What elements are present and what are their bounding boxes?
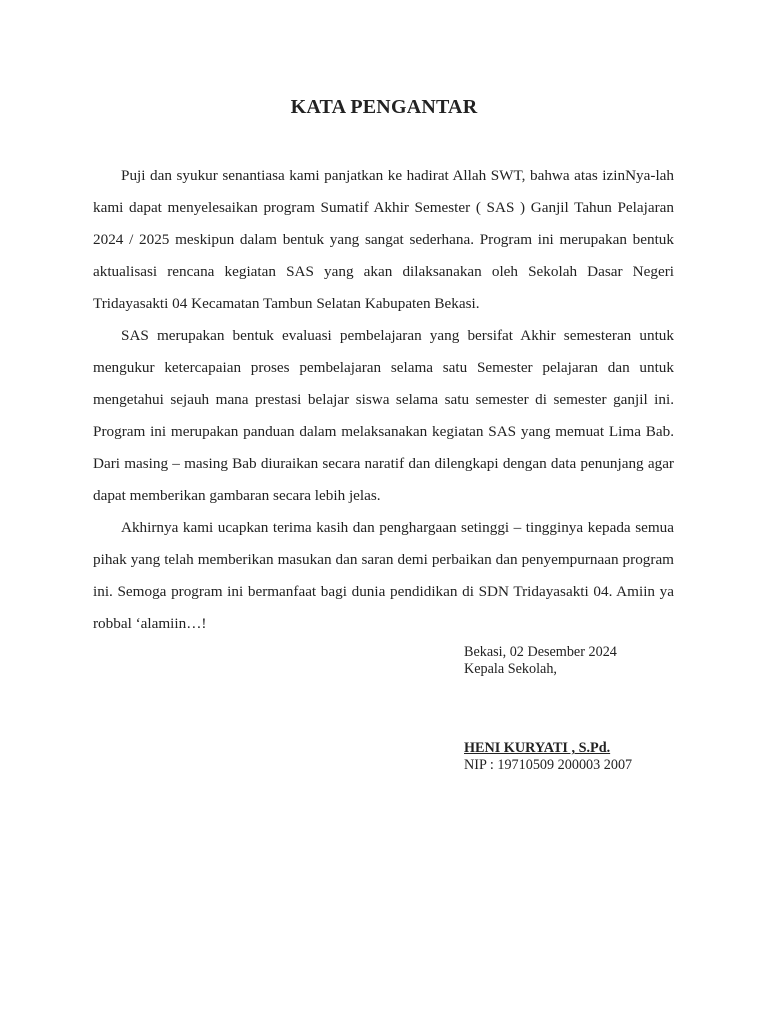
signatory-name: HENI KURYATI , S.Pd. <box>464 740 611 756</box>
signatory-position: Kepala Sekolah, <box>464 661 557 677</box>
signature-block <box>464 644 744 774</box>
body-text <box>93 160 674 640</box>
paragraph-2: SAS merupakan bentuk evaluasi pembelajaran yang bersifat Akhir semesteran untuk mengukur ketercapaian proses pembelajaran selama satu Semester pelajaran dan untuk mengetahui sejauh mana prestasi belajar siswa selama satu semester di semester ganjil ini. Program ini merupakan panduan dalam melaksanakan kegiatan SAS yang memuat Lima Bab. Dari masing – masing Bab diuraikan secara naratif dan dilengkapi dengan data penunjang agar dapat memberikan gambaran secara lebih jelas. <box>93 327 674 504</box>
signatory-nip: NIP : 19710509 200003 2007 <box>464 757 633 773</box>
place-date: Bekasi, 02 Desember 2024 <box>464 644 617 660</box>
page-title: KATA PENGANTAR <box>290 96 478 118</box>
paragraph-1: Puji dan syukur senantiasa kami panjatkan ke hadirat Allah SWT, bahwa atas izinNya-lah kami dapat menyelesaikan program Sumatif Akhir Semester ( SAS ) Ganjil Tahun Pelajaran 2024 / 2025 meskipun dalam bentuk yang sangat sederhana. Program ini merupakan bentuk aktualisasi rencana kegiatan SAS yang akan dilaksanakan oleh Sekolah Dasar Negeri Tridayasakti 04 Kecamatan Tambun Selatan Kabupaten Bekasi. <box>93 167 674 312</box>
paragraph-3: Akhirnya kami ucapkan terima kasih dan penghargaan setinggi – tingginya kepada semua pihak yang telah memberikan masukan dan saran demi perbaikan dan penyempurnaan program ini. Semoga program ini bermanfaat bagi dunia pendidikan di SDN Tridayasakti 04. Amiin ya robbal ‘alamiin…! <box>93 519 674 632</box>
